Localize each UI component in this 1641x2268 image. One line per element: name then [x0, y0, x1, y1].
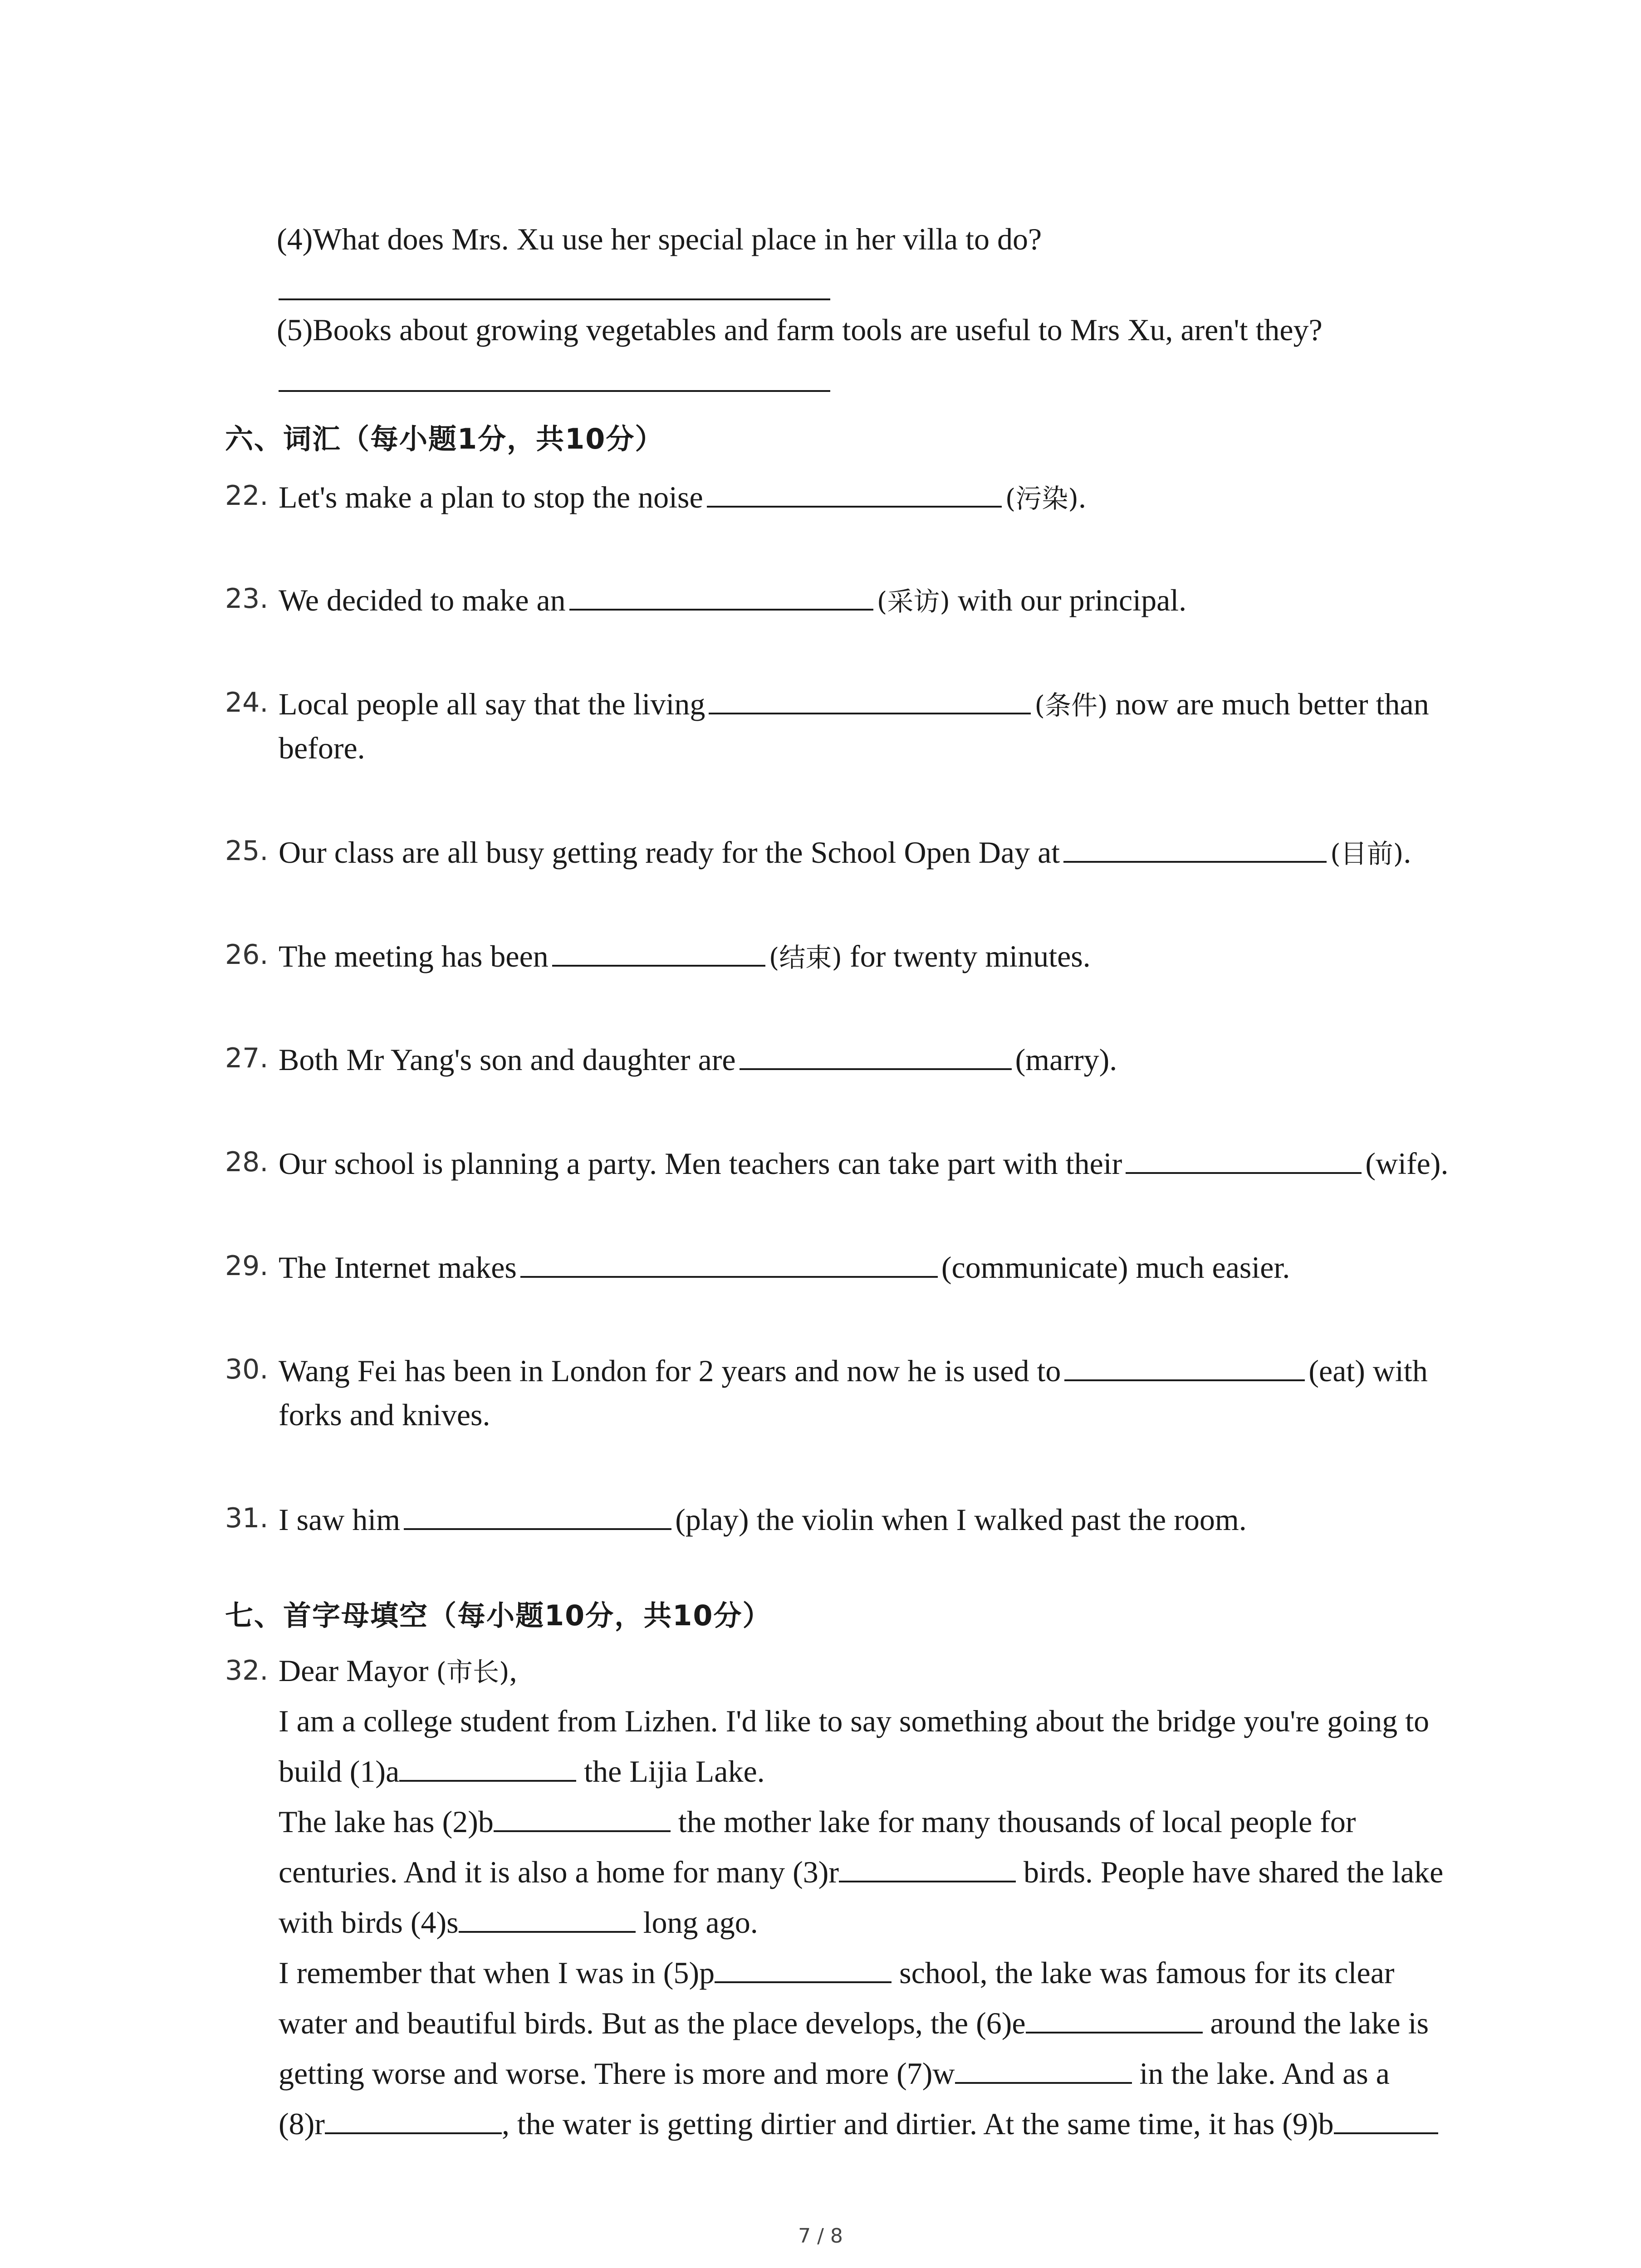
item-after: .: [1109, 1042, 1117, 1077]
answer-blank[interactable]: [520, 1243, 938, 1278]
passage-greeting: [279, 1646, 1467, 1696]
passage-text: getting worse and worse. There is more and more (7)w: [279, 2056, 955, 2091]
passage-text: the Lijia Lake.: [576, 1754, 765, 1789]
cloze-blank-3[interactable]: [839, 1848, 1016, 1882]
cloze-blank-9[interactable]: [1334, 2100, 1438, 2134]
passage-line-9: [279, 2099, 1467, 2149]
item-prompt: Local people all say that the living: [279, 687, 705, 721]
cloze-blank-5[interactable]: [715, 1949, 892, 1983]
item-number: 23.: [225, 583, 269, 615]
item-text: [279, 828, 1458, 874]
item-prompt: Our school is planning a party. Men teachers can take part with their: [279, 1146, 1122, 1181]
passage-line-6: [279, 1948, 1467, 1998]
item-number: 31.: [225, 1502, 269, 1534]
item-number: 25.: [225, 835, 269, 867]
item-after: .: [1403, 835, 1411, 870]
item-number: 22.: [225, 480, 269, 512]
answer-blank[interactable]: [707, 473, 1002, 508]
item-prompt: The Internet makes: [279, 1250, 517, 1285]
answer-line-4[interactable]: [279, 298, 830, 300]
item-after: much easier.: [1128, 1250, 1290, 1285]
cloze-blank-6[interactable]: [1026, 1999, 1203, 2033]
item-prompt: The meeting has been: [279, 939, 549, 973]
item-prompt: Both Mr Yang's son and daughter are: [279, 1042, 736, 1077]
item-after: now are much better than: [1107, 687, 1429, 721]
cloze-passage: [279, 1646, 1467, 2149]
passage-text: centuries. And it is also a home for many (3)r: [279, 1855, 839, 1889]
greeting-hint: (市长): [436, 1657, 509, 1687]
item-hint: (eat): [1308, 1354, 1365, 1388]
passage-line-7: [279, 1998, 1467, 2048]
passage-text: the mother lake for many thousands of local people for: [670, 1804, 1356, 1839]
passage-text: birds. People have shared the lake: [1016, 1855, 1444, 1889]
item-hint: (条件): [1034, 690, 1108, 721]
answer-blank[interactable]: [1064, 1347, 1305, 1381]
item-after: .: [1440, 1146, 1449, 1181]
item-after: the violin when I walked past the room.: [749, 1502, 1247, 1537]
item-number: 29.: [225, 1250, 269, 1282]
item-text: [279, 1496, 1458, 1541]
passage-text: water and beautiful birds. But as the place develops, the (6)e: [279, 2006, 1026, 2040]
item-number: 26.: [225, 939, 269, 971]
answer-blank[interactable]: [709, 680, 1031, 714]
item-after: for twenty minutes.: [842, 939, 1091, 973]
passage-text: with birds (4)s: [279, 1905, 459, 1940]
passage-line-2: [279, 1746, 1467, 1797]
item-hint: (communicate): [941, 1250, 1128, 1285]
cloze-blank-8[interactable]: [325, 2100, 502, 2134]
page-number: 7 / 8: [798, 2224, 843, 2248]
passage-text: school, the lake was famous for its clear: [892, 1955, 1395, 1990]
item-number: 28.: [225, 1146, 269, 1178]
passage-line-4: [279, 1847, 1467, 1897]
item-text: [279, 473, 1458, 518]
passage-text: I remember that when I was in (5)p: [279, 1955, 715, 1990]
answer-blank[interactable]: [552, 932, 765, 967]
answer-blank[interactable]: [1063, 828, 1327, 863]
passage-line-8: [279, 2048, 1467, 2099]
greeting-text: Dear Mayor: [279, 1653, 436, 1688]
item-hint: (目前): [1330, 838, 1404, 869]
item-number-32: 32.: [225, 1655, 269, 1686]
passage-text: around the lake is: [1202, 2006, 1429, 2040]
question-4: (4)What does Mrs. Xu use her special place in her villa to do?: [277, 222, 1042, 256]
passage-line-5: [279, 1897, 1467, 1948]
item-text: [279, 1036, 1458, 1081]
answer-blank[interactable]: [404, 1496, 671, 1530]
item-prompt: Wang Fei has been in London for 2 years and now he is used to: [279, 1354, 1061, 1388]
cloze-blank-1[interactable]: [399, 1747, 576, 1782]
item-text: [279, 1347, 1458, 1437]
item-number: 24.: [225, 687, 269, 719]
answer-line-5[interactable]: [279, 390, 830, 392]
item-hint: (结束): [769, 942, 843, 973]
answer-blank[interactable]: [569, 576, 873, 611]
cloze-blank-7[interactable]: [955, 2049, 1132, 2084]
passage-text: (8)r: [279, 2107, 325, 2141]
item-hint: (采访): [877, 586, 950, 617]
item-text: [279, 1139, 1458, 1185]
passage-text: The lake has (2)b: [279, 1804, 494, 1839]
item-text: [279, 1243, 1458, 1289]
item-prompt: Our class are all busy getting ready for the School Open Day at: [279, 835, 1060, 870]
greeting-end: ,: [509, 1653, 517, 1688]
item-prompt: We decided to make an: [279, 583, 566, 617]
answer-blank[interactable]: [740, 1036, 1012, 1070]
passage-line-1: I am a college student from Lizhen. I'd like to say something about the bridge you're going to: [279, 1704, 1430, 1738]
item-text: [279, 680, 1458, 771]
item-text: [279, 932, 1458, 978]
item-after: .: [1078, 480, 1086, 514]
item-number: 27.: [225, 1042, 269, 1074]
passage-line-3: [279, 1797, 1467, 1847]
passage-text: long ago.: [635, 1905, 758, 1940]
item-prompt: I saw him: [279, 1502, 401, 1537]
section-6-heading: 六、词汇（每小题1分，共10分）: [225, 422, 664, 455]
passage-text: in the lake. And as a: [1132, 2056, 1390, 2091]
item-after: with our principal.: [950, 583, 1187, 617]
item-continuation: forks and knives.: [279, 1398, 490, 1432]
item-prompt: Let's make a plan to stop the noise: [279, 480, 703, 514]
item-number: 30.: [225, 1354, 269, 1385]
item-hint: (marry): [1015, 1042, 1110, 1077]
item-hint: (污染): [1005, 483, 1078, 514]
answer-blank[interactable]: [1126, 1139, 1362, 1174]
section-7-heading: 七、首字母填空（每小题10分，共10分）: [225, 1599, 772, 1632]
passage-text: build (1)a: [279, 1754, 400, 1789]
item-text: [279, 576, 1458, 621]
item-after: with: [1365, 1354, 1428, 1388]
item-continuation: before.: [279, 731, 365, 765]
item-hint: (play): [675, 1502, 749, 1537]
cloze-blank-2[interactable]: [494, 1798, 671, 1832]
question-5: (5)Books about growing vegetables and farm tools are useful to Mrs Xu, aren't they?: [277, 313, 1323, 347]
cloze-blank-4[interactable]: [459, 1898, 636, 1933]
passage-text: , the water is getting dirtier and dirtier. At the same time, it has (9)b: [501, 2107, 1334, 2141]
item-hint: (wife): [1365, 1146, 1441, 1181]
